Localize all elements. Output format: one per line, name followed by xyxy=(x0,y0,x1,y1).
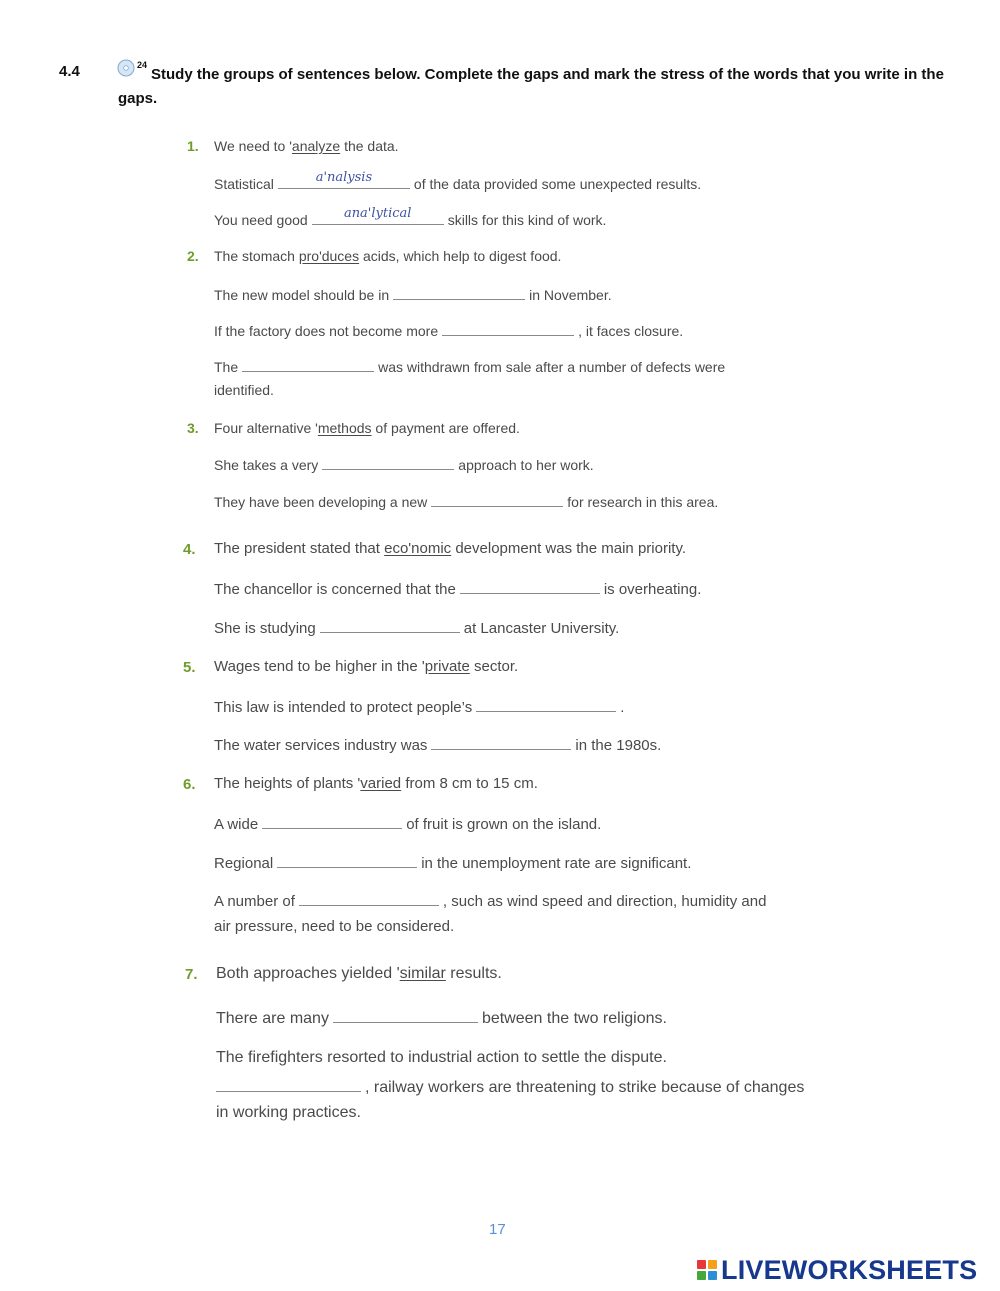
example-sentence: The heights of plants 'varied from 8 cm to 15 cm. xyxy=(214,775,538,792)
gap-sentence: She is studying at Lancaster University. xyxy=(214,620,620,637)
liveworksheets-logo[interactable] xyxy=(697,1254,978,1285)
logo-text: LIVEWORKSHEETS xyxy=(721,1254,978,1285)
stressed-word: varied xyxy=(360,775,402,792)
question-number: 1. xyxy=(187,138,199,154)
track-number: 24 xyxy=(137,60,148,70)
handwritten-answer: a'nalysis xyxy=(315,170,373,185)
question-number: 6. xyxy=(183,776,196,793)
answer-gap[interactable] xyxy=(393,285,525,300)
sentence-continuation: in working practices. xyxy=(216,1104,361,1121)
answer-gap[interactable] xyxy=(431,492,563,507)
stressed-word: eco'nomic xyxy=(384,540,452,557)
question-number: 5. xyxy=(183,659,196,676)
answer-gap[interactable] xyxy=(242,357,374,372)
stressed-word: pro'duces xyxy=(298,248,360,264)
logo-mark-square xyxy=(708,1271,717,1280)
gap-sentence: The new model should be in in November. xyxy=(214,287,612,303)
sentence-continuation: identified. xyxy=(214,382,274,398)
gap-sentence: They have been developing a new for research in this area. xyxy=(214,494,719,510)
gap-sentence: Regional in the unemployment rate are significant. xyxy=(214,855,692,872)
example-sentence: The stomach pro'duces acids, which help to digest food. xyxy=(214,248,562,264)
answer-gap[interactable] xyxy=(333,1008,478,1023)
answer-gap[interactable] xyxy=(320,618,460,633)
gap-sentence: She takes a very approach to her work. xyxy=(214,457,594,473)
answer-gap[interactable] xyxy=(299,891,439,906)
stressed-word: private xyxy=(424,658,470,675)
example-sentence: Wages tend to be higher in the 'private sector. xyxy=(214,658,519,675)
example-sentence: Four alternative 'methods of payment are offered. xyxy=(214,420,520,436)
logo-mark-icon xyxy=(697,1260,717,1280)
question-number: 4. xyxy=(183,541,196,558)
answer-gap[interactable] xyxy=(216,1077,361,1092)
answer-gap[interactable] xyxy=(278,170,410,189)
example-sentence: We need to 'analyze the data. xyxy=(214,138,399,154)
stressed-word: similar xyxy=(399,965,446,982)
answer-gap[interactable] xyxy=(262,814,402,829)
gap-sentence: A number of , such as wind speed and direction, humidity and xyxy=(214,893,767,910)
gap-sentence: There are many between the two religions. xyxy=(216,1010,667,1027)
answer-gap[interactable] xyxy=(460,579,600,594)
gap-sentence: You need good ana'lytical skills for this kind of work. xyxy=(214,206,607,228)
sentence-continuation: air pressure, need to be considered. xyxy=(214,918,455,935)
logo-mark-square xyxy=(708,1260,717,1269)
page-number: 17 xyxy=(489,1221,506,1238)
answer-gap[interactable] xyxy=(476,697,616,712)
gap-sentence: , railway workers are threatening to strike because of changes xyxy=(212,1077,804,1097)
question-number: 3. xyxy=(187,420,199,436)
gap-sentence: The firefighters resorted to industrial action to settle the dispute. xyxy=(216,1049,667,1066)
gap-sentence: The chancellor is concerned that the is overheating. xyxy=(214,581,702,598)
logo-mark-square xyxy=(697,1271,706,1280)
instructions: Study the groups of sentences below. Complete the gaps and mark the stress of the words that you write in the gaps. xyxy=(118,66,944,107)
gap-sentence: This law is intended to protect people’s . xyxy=(214,699,625,716)
stressed-word: methods xyxy=(317,420,372,436)
handwritten-answer: ana'lytical xyxy=(343,206,412,221)
gap-sentence: The water services industry was in the 1980s. xyxy=(214,737,662,754)
gap-sentence: Statistical a'nalysis of the data provided some unexpected results. xyxy=(214,170,702,192)
stressed-word: analyze xyxy=(291,138,341,154)
gap-sentence: The was withdrawn from sale after a number of defects were xyxy=(214,359,726,375)
answer-gap[interactable] xyxy=(431,735,571,750)
gap-sentence: If the factory does not become more , it faces closure. xyxy=(214,323,684,339)
gap-sentence: A wide of fruit is grown on the island. xyxy=(214,816,602,833)
exercise-number: 4.4 xyxy=(59,63,80,80)
answer-gap[interactable] xyxy=(322,455,454,470)
question-number: 7. xyxy=(185,966,198,983)
answer-gap[interactable] xyxy=(442,321,574,336)
answer-gap[interactable] xyxy=(312,206,444,225)
answer-gap[interactable] xyxy=(277,853,417,868)
example-sentence: The president stated that eco'nomic development was the main priority. xyxy=(214,540,687,557)
example-sentence: Both approaches yielded 'similar results. xyxy=(216,965,502,982)
logo-mark-square xyxy=(697,1260,706,1269)
question-number: 2. xyxy=(187,248,199,264)
